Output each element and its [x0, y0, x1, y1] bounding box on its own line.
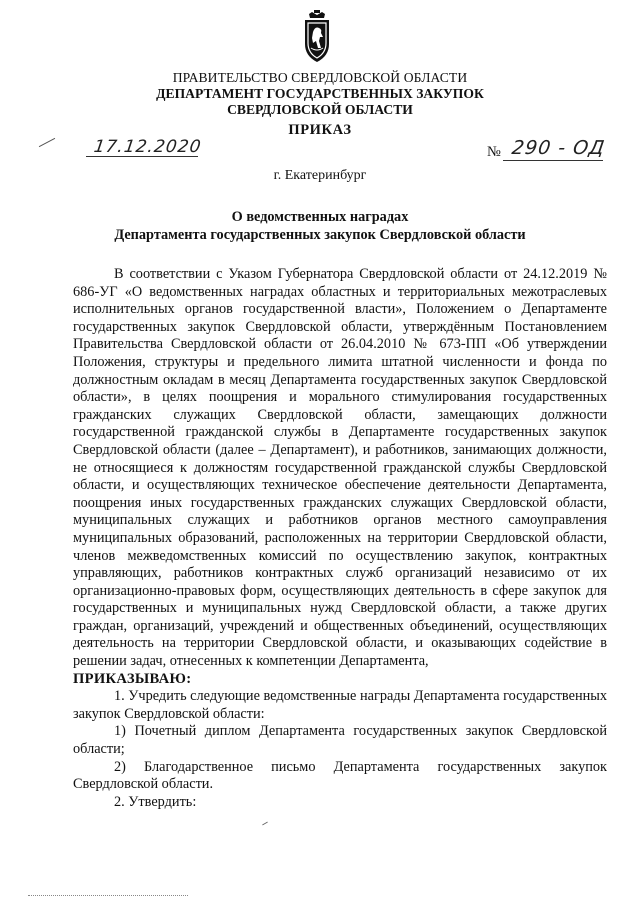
document-type: ПРИКАЗ [288, 122, 352, 138]
department-name-line1: ДЕПАРТАМЕНТ ГОСУДАРСТВЕННЫХ ЗАКУПОК [156, 86, 484, 101]
item-1: 1. Учредить следующие ведомственные награды Департамента государственных закупок Свердловской области: [73, 688, 607, 722]
document-body [73, 266, 607, 811]
scan-artifact [262, 822, 268, 826]
item-2: 2. Утвердить: [114, 793, 197, 810]
department-name-line2: СВЕРДЛОВСКОЙ ОБЛАСТИ [227, 102, 413, 117]
order-date: 17.12.2020 [92, 137, 203, 157]
order-heading: ПРИКАЗЫВАЮ: [73, 670, 192, 687]
number-sign: № [487, 144, 501, 160]
city: г. Екатеринбург [273, 168, 367, 183]
government-name: ПРАВИТЕЛЬСТВО СВЕРДЛОВСКОЙ ОБЛАСТИ [172, 70, 468, 85]
document-title-line2: Департамента государственных закупок Свердловской области [114, 227, 526, 243]
preamble-paragraph: В соответствии с Указом Губернатора Свердловской области от 24.12.2019 № 686-УГ «О ведомственных наградах областных и территориальных межотраслевых исполнительных органов государственной власти», Положением о Департаменте государственных закупок Свердловской области, утверждённым Постановлением Правительства Свердловской области от 26.04.2010 № 673-ПП «Об утверждении Положения, структуры и предельного лимита штатной численности и фонда по должностным окладам в месяц Департамента государственных закупок Свердловской области», в целях поощрения и морального стимулирования государственных гражданских служащих Свердловской области, замещающих должности государственной гражданской службы в Департаменте государственных закупок Свердловской области (далее – Департамент), и работников, занимающих должности, не относящиеся к должностям государственной гражданской службы Свердловской области, и осуществляющих техническое обеспечение деятельности Департамента, поощрения иных государственных гражданских служащих Свердловской области, муниципальных служащих и работников органов местного самоуправления муниципальных образований, расположенных на территории Свердловской области, членов межведомственных комиссий по осуществлению закупок, контрактных управляющих, работников контрактных служб организаций независимо от их организационно-правовых форм, осуществляющих деятельность в сфере закупок для государственных и муниципальных нужд Свердловской области, а также других граждан, организаций, учреждений и общественных объединений, осуществляющих деятельность на территории Свердловской области, и оказывающих содействие в решении задач, отнесенных к компетенции Департамента, [73, 266, 607, 670]
number-underline [503, 160, 603, 161]
item-1-2: 2) Благодарственное письмо Департамента государственных закупок Свердловской области. [73, 758, 607, 793]
coat-of-arms-icon [300, 10, 334, 64]
order-number: 290 - ОД [510, 137, 607, 159]
footer-rule [28, 895, 188, 896]
handwritten-tick-mark [39, 138, 55, 147]
date-underline [86, 156, 198, 157]
item-1-1: 1) Почетный диплом Департамента государственных закупок Свердловской области; [73, 723, 607, 758]
document-title-line1: О ведомственных наградах [231, 209, 409, 225]
